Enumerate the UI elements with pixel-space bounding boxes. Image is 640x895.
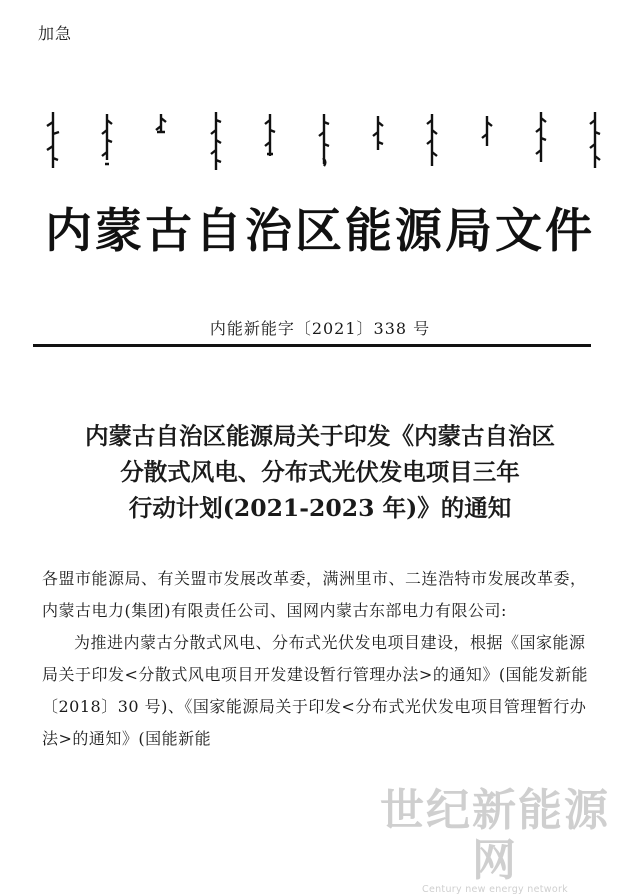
subject-line-3: 行动计划(2021-2023 年)》的通知 (128, 494, 512, 522)
watermark (360, 786, 630, 895)
watermark-english: Century new energy network (422, 884, 568, 895)
mongolian-word-4-icon (207, 110, 225, 172)
subject-line-1: 内蒙古自治区能源局关于印发《内蒙古自治区 (85, 422, 555, 450)
document-number: 内能新能字〔2021〕338 号 (209, 319, 431, 338)
document-body (42, 563, 598, 755)
subject-line-2: 分散式风电、分布式光伏发电项目三年 (120, 458, 520, 486)
mongolian-word-8-icon (423, 110, 441, 172)
recipients-paragraph: 各盟市能源局、有关盟市发展改革委，满洲里市、二连浩特市发展改革委，内蒙古电力(集团)有限责任公司、国网内蒙古东部电力有限公司: (42, 569, 587, 620)
mongolian-script-header (44, 110, 604, 176)
mongolian-word-11-icon (586, 110, 604, 172)
header-divider (33, 344, 591, 347)
mongolian-word-3-icon (152, 110, 170, 172)
body-paragraph-1: 为推进内蒙古分散式风电、分布式光伏发电项目建设，根据《国家能源局关于印发<分散式风电项目开发建设暂行管理办法>的通知》(国能发新能〔2018〕30 号)、《国家能源局关于印发<分布式光伏发电项目管理暂行办法>的通知》(国能新能 (42, 633, 589, 748)
document-subject (30, 418, 610, 526)
urgency-label: 加急 (38, 24, 73, 43)
mongolian-word-10-icon (532, 110, 550, 172)
mongolian-word-2-icon (98, 110, 116, 172)
mongolian-word-1-icon (44, 110, 62, 172)
mongolian-word-7-icon (369, 110, 387, 172)
issuing-organization-title: 内蒙古自治区能源局文件 (45, 204, 595, 259)
mongolian-word-5-icon (261, 110, 279, 172)
watermark-chinese: 世纪新能源网 (380, 785, 610, 886)
mongolian-word-9-icon (478, 110, 496, 172)
mongolian-word-6-icon (315, 110, 333, 172)
